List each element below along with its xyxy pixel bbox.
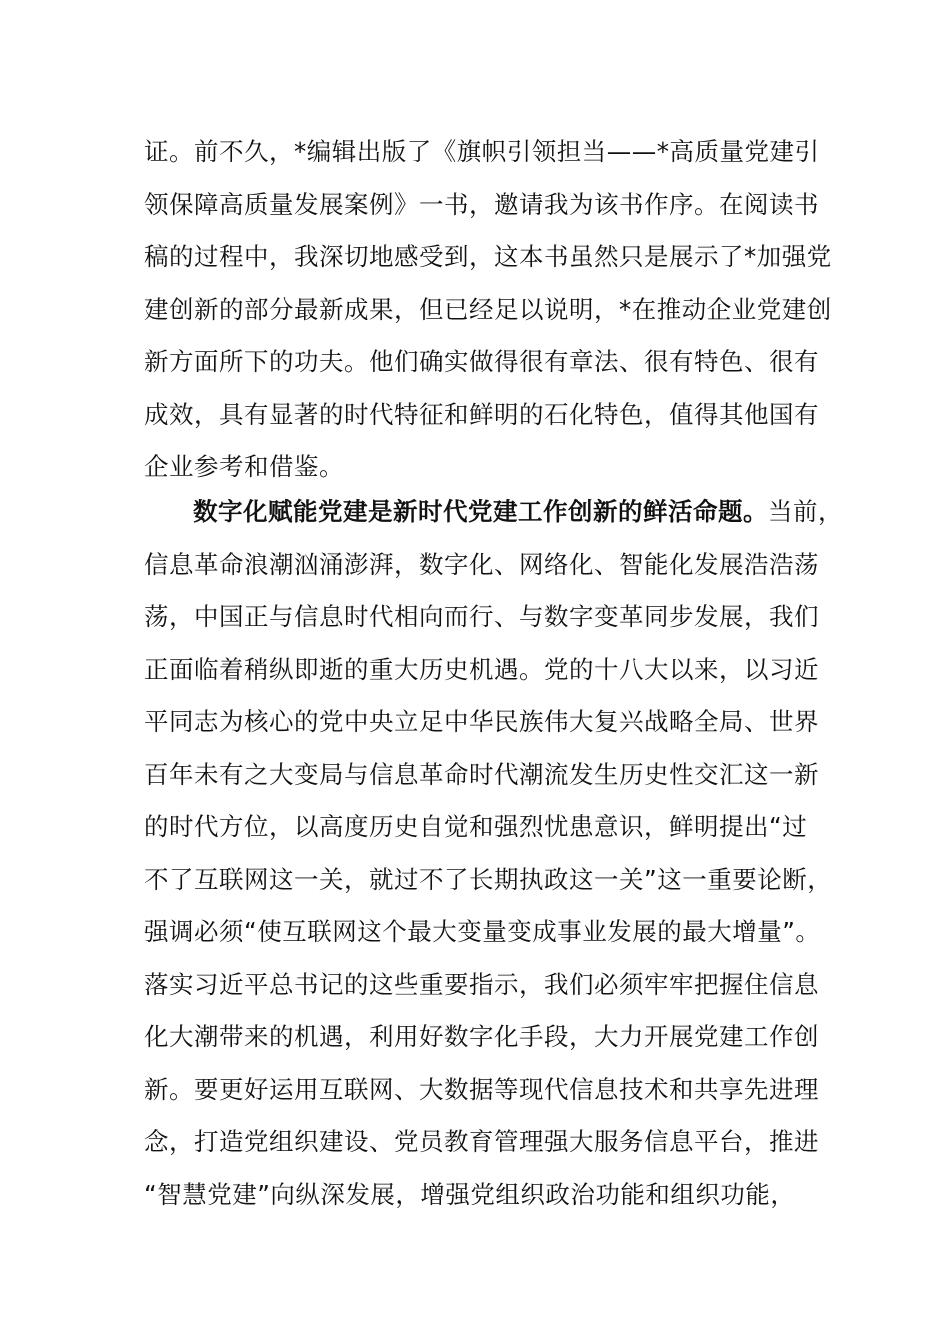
- paragraph-line: 平同志为核心的党中央立足中华民族伟大复兴战略全局、世界: [144, 707, 819, 736]
- paragraph-line: 稿的过程中，我深切地感受到，这本书虽然只是展示了*加强党: [144, 242, 832, 271]
- paragraph-line: 信息革命浪潮汹涌澎湃，数字化、网络化、智能化发展浩浩荡: [144, 549, 819, 579]
- paragraph-2: [144, 486, 843, 1221]
- paragraph-line: 正面临着稍纵即逝的重大历史机遇。党的十八大以来，以习近: [144, 654, 819, 684]
- paragraph-1: [144, 126, 832, 494]
- paragraph-line: 的时代方位，以高度历史自觉和强烈忧患意识，鲜明提出“过: [144, 812, 808, 841]
- paragraph-first-line: [144, 486, 843, 539]
- paragraph-line: 新。要更好运用互联网、大数据等现代信息技术和共享先进理: [144, 1074, 819, 1104]
- paragraph-line: 荡，中国正与信息时代相向而行、与数字变革同步发展，我们: [144, 602, 819, 631]
- paragraph-lead-text: 当前，: [768, 497, 843, 526]
- paragraph-line: 强调必须“使互联网这个最大变量变成事业发展的最大增量”。: [144, 917, 821, 946]
- paragraph-line: 百年未有之大变局与信息革命时代潮流发生历史性交汇这一新: [144, 759, 819, 789]
- paragraph-line: 建创新的部分最新成果，但已经足以说明，*在推动企业党建创: [144, 294, 832, 324]
- paragraph-line: 念，打造党组织建设、党员教育管理强大服务信息平台，推进: [144, 1127, 819, 1156]
- paragraph-line: 落实习近平总书记的这些重要指示，我们必须牢牢把握住信息: [144, 969, 819, 999]
- paragraph-line: 新方面所下的功夫。他们确实做得很有章法、很有特色、很有: [144, 347, 819, 376]
- paragraph-line: 企业参考和借鉴。: [144, 452, 344, 481]
- paragraph-line: 领保障高质量发展案例》一书，邀请我为该书作序。在阅读书: [144, 189, 819, 219]
- paragraph-line: 证。前不久，*编辑出版了《旗帜引领担当——*高质量党建引: [144, 137, 820, 166]
- paragraph-line: 不了互联网这一关，就过不了长期执政这一关”这一重要论断，: [144, 864, 833, 894]
- paragraph-line: “智慧党建”向纵深发展，增强党组织政治功能和组织功能，: [144, 1179, 796, 1209]
- paragraph-line: 化大潮带来的机遇，利用好数字化手段，大力开展党建工作创: [144, 1022, 819, 1051]
- paragraph-lead-heading: 数字化赋能党建是新时代党建工作创新的鲜活命题。: [193, 497, 768, 526]
- paragraph-line: 成效，具有显著的时代特征和鲜明的石化特色，值得其他国有: [144, 399, 819, 429]
